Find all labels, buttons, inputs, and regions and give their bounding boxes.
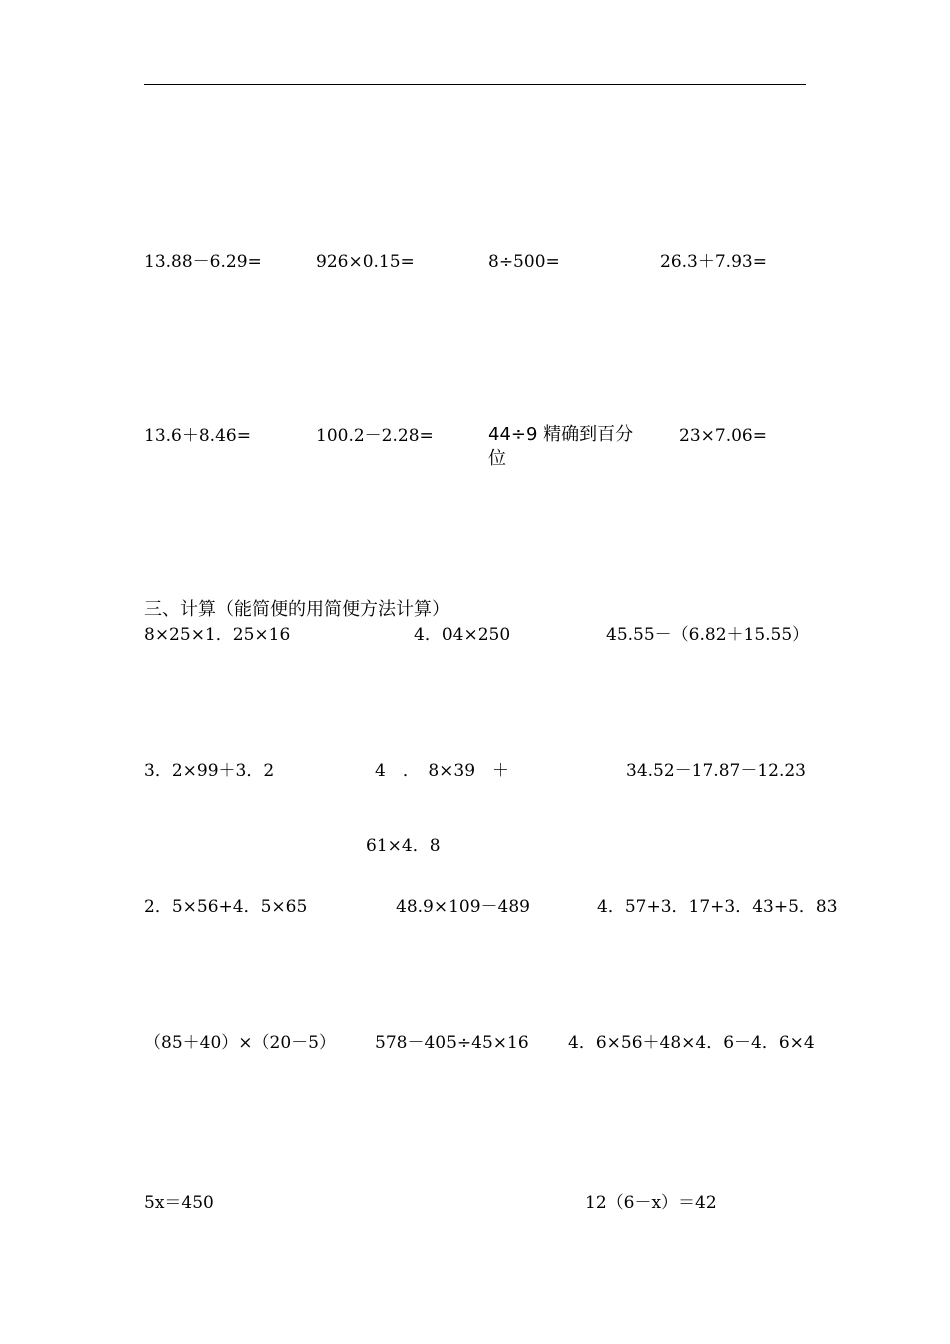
- calc-4.57-plus-3.17-plus-3.43-plus-5.83: 4．57+3．17+3．43+5．83: [597, 897, 838, 917]
- section-heading: 三、计算（能简便的用简便方法计算）: [144, 599, 450, 620]
- calc-48.9x109-minus-489: 48.9×109－489: [396, 897, 530, 917]
- problem-13.6-plus-8.46: 13.6＋8.46=: [144, 426, 251, 446]
- calc-85plus40-times-20minus5: （85＋40）×（20－5）: [144, 1033, 336, 1053]
- problem-8-div-500: 8÷500=: [488, 252, 560, 272]
- calc-4.8x39-plus: 4 ． 8×39 ＋: [375, 761, 510, 781]
- equation-5x-450: 5x＝450: [144, 1193, 214, 1213]
- header-rule: [144, 84, 806, 85]
- problem-13.88-minus-6.29: 13.88－6.29=: [144, 252, 262, 272]
- calc-34.52-minus-17.87-minus-12.23: 34.52－17.87－12.23: [626, 761, 807, 781]
- calc-578-minus-405div45x16: 578－405÷45×16: [375, 1033, 529, 1053]
- equation-12-6-minus-x-42: 12（6－x）＝42: [585, 1193, 717, 1213]
- calc-2.5x56-plus-4.5x65: 2．5×56+4．5×65: [144, 897, 308, 917]
- problem-23-times-7.06: 23×7.06=: [679, 426, 767, 446]
- calc-4.6x56-plus-48x4.6-minus-4.6x4: 4．6×56＋48×4．6－4．6×4: [568, 1033, 815, 1053]
- calc-61x4.8: 61×4．8: [366, 836, 441, 856]
- problem-926-times-0.15: 926×0.15=: [316, 252, 415, 272]
- problem-100.2-minus-2.28: 100.2－2.28=: [316, 426, 434, 446]
- problem-44-div-9-round: 44÷9 精确到百分位: [488, 424, 634, 469]
- calc-3.2x99-plus-3.2: 3．2×99＋3．2: [144, 761, 275, 781]
- calc-4.04x250: 4．04×250: [414, 625, 511, 645]
- calc-8x25x1.25x16: 8×25×1．25×16: [144, 625, 291, 645]
- problem-26.3-plus-7.93: 26.3＋7.93=: [660, 252, 767, 272]
- calc-45.55-minus-bracket: 45.55－（6.82＋15.55）: [606, 625, 810, 645]
